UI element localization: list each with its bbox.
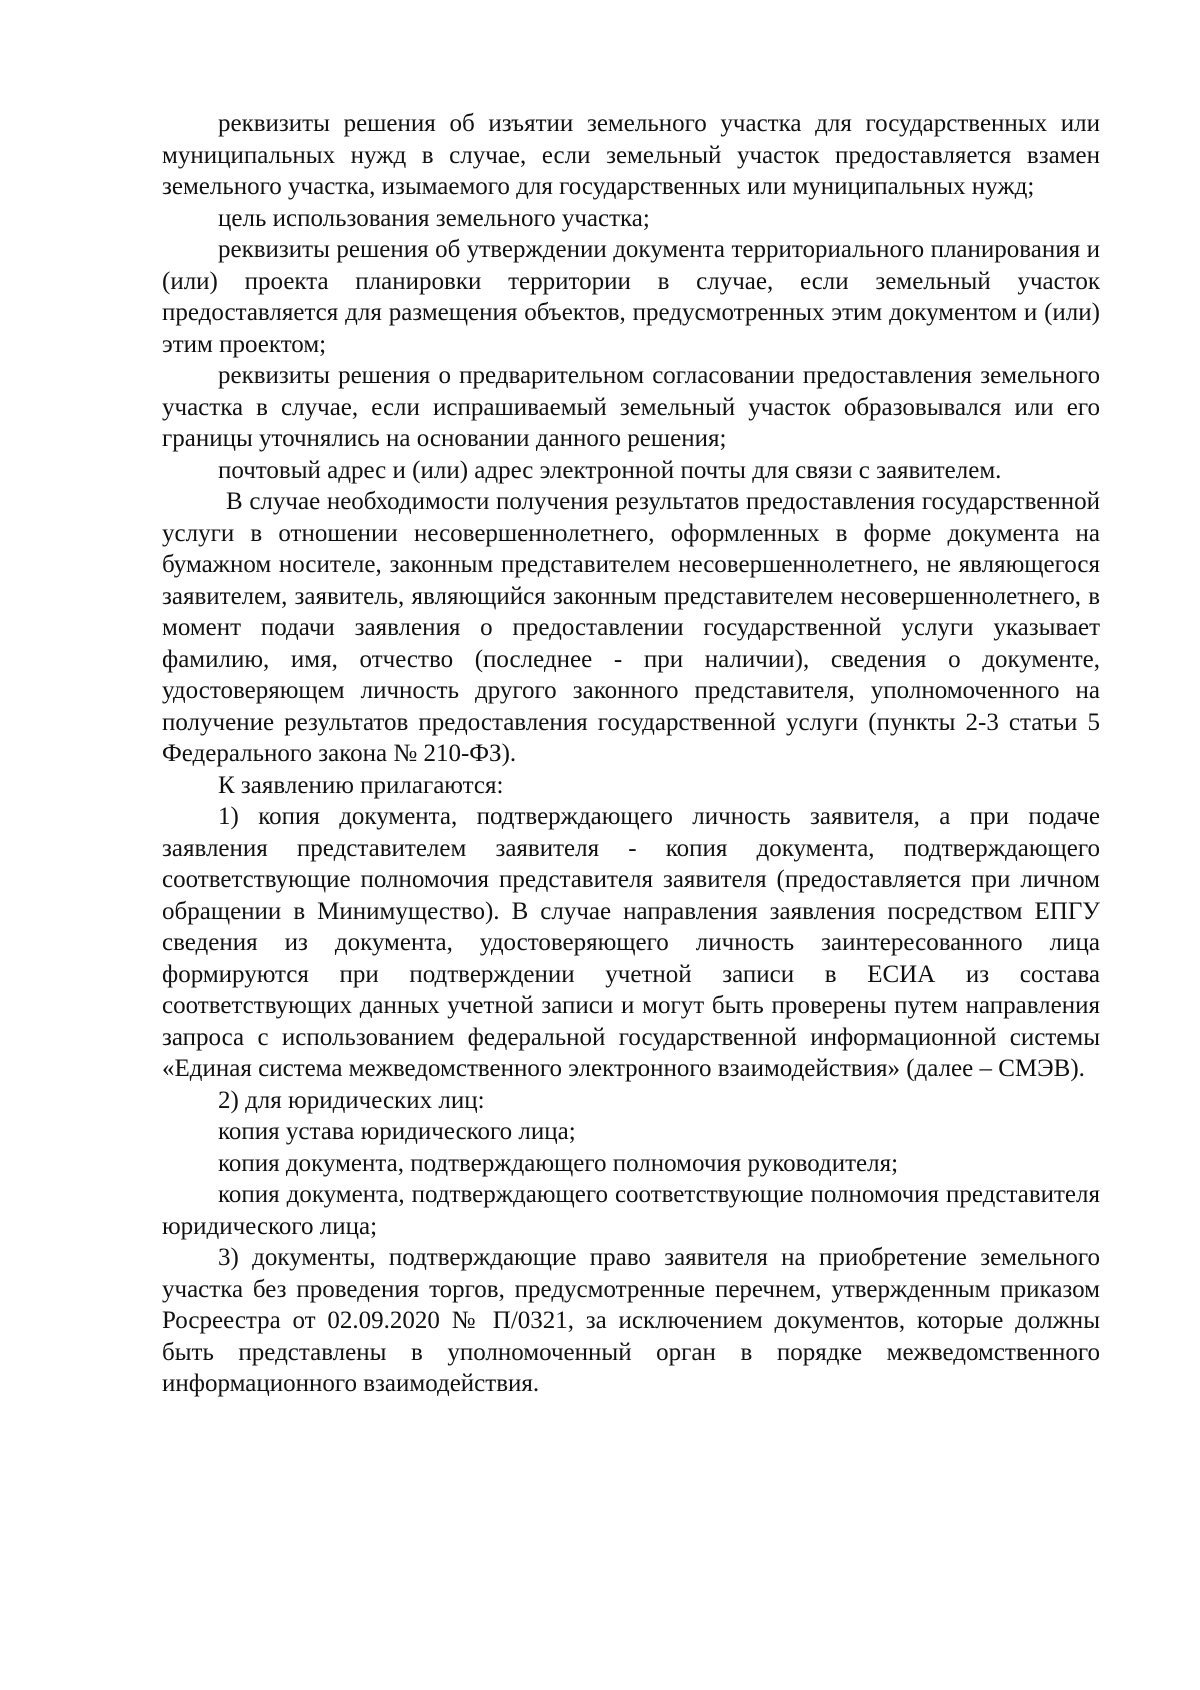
paragraph-item-3-rights-documents: 3) документы, подтверждающие право заявителя на приобретение земельного участка без проведения торгов, предусмотренные перечнем, утвержденным приказом Росреестра от 02.09.2020 № П/0321, за исключением документов, которые должны быть представлены в уполномоченный орган в порядке межведомственного информационного взаимодействия. (162, 1244, 1100, 1397)
paragraph-preliminary-approval: реквизиты решения о предварительном согласовании предоставления земельного участка в случае, если испрашиваемый земельный участок образовывался или его границы уточнялись на основании данного решения; (162, 362, 1100, 452)
paragraph-item-1-identity-copy: 1) копия документа, подтверждающего личность заявителя, а при подаче заявления представителем заявителя - копия документа, подтверждающего соответствующие полномочия представителя заявителя (предоставляется при личном обращении в Минимущество). В случае направления заявления посредством ЕПГУ сведения из документа, удостоверяющего личность заинтересованного лица формируются при подтверждении учетной записи в ЕСИА из состава соответствующих данных учетной записи и могут быть проверены путем направления запроса с использованием федеральной государственной информационной системы «Единая система межведомственного электронного взаимодействия» (далее – СМЭВ). (162, 803, 1100, 1082)
document-body (162, 108, 1100, 1400)
paragraph-seizure-decision: реквизиты решения об изъятии земельного участка для государственных или муниципальных нужд в случае, если земельный участок предоставляется взамен земельного участка, изымаемого для государственных или муниципальных нужд; (162, 110, 1100, 200)
paragraph-planning-decision: реквизиты решения об утверждении документа территориального планирования и (или) проекта планировки территории в случае, если земельный участок предоставляется для размещения объектов, предусмотренных этим документом и (или) этим проектом; (162, 236, 1100, 358)
paragraph-representative-authority-copy: копия документа, подтверждающего соответствующие полномочия представителя юридического лица; (162, 1181, 1100, 1240)
paragraph-head-authority-copy: копия документа, подтверждающего полномочия руководителя; (218, 1149, 899, 1177)
paragraph-postal-address: почтовый адрес и (или) адрес электронной почты для связи с заявителем. (218, 456, 1002, 484)
paragraph-minor-representative: В случае необходимости получения результатов предоставления государственной услуги в отношении несовершеннолетнего, оформленных в форме документа на бумажном носителе, законным представителем несовершеннолетнего, не являющегося заявителем, заявитель, являющийся законным представителем несовершеннолетнего, в момент подачи заявления о предоставлении государственной услуги указывает фамилию, имя, отчество (последнее - при наличии), сведения о документе, удостоверяющем личность другого законного представителя, уполномоченного на получение результатов предоставления государственной услуги (пункты 2-3 статьи 5 Федерального закона № 210-ФЗ). (162, 488, 1100, 767)
paragraph-charter-copy: копия устава юридического лица; (218, 1118, 576, 1145)
paragraph-item-2-legal-entities: 2) для юридических лиц: (218, 1086, 485, 1114)
paragraph-land-use-purpose: цель использования земельного участка; (218, 204, 650, 232)
paragraph-attachments-heading: К заявлению прилагаются: (218, 771, 504, 799)
